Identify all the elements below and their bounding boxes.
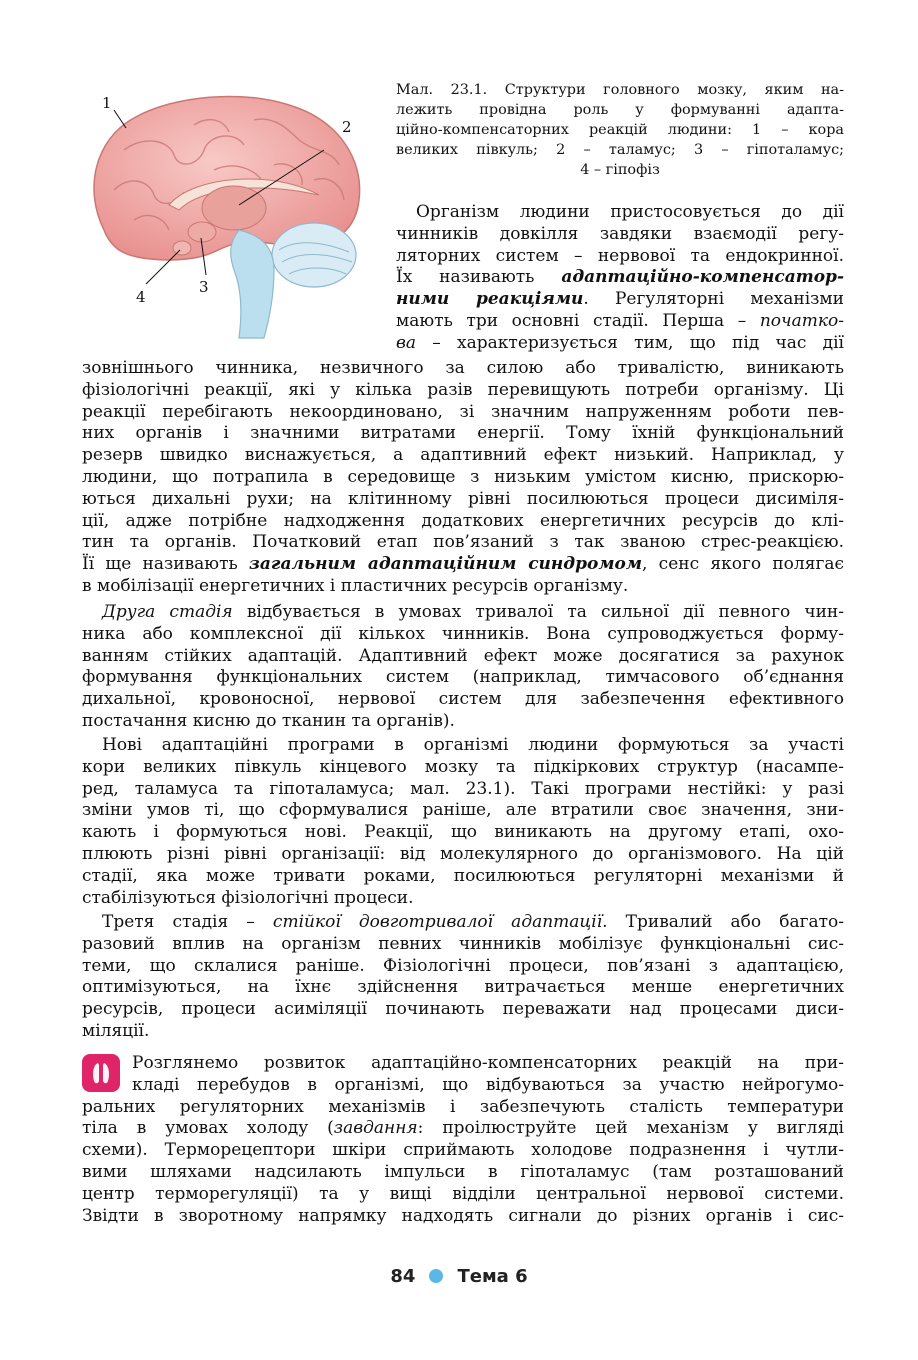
text-line: в мобілізації енергетичних і пластичних ресурсів організму. [82,575,629,596]
text-line: ються дихальні рухи; на клітинному рівні посилюються процеси дисиміля- [82,488,844,509]
footer-dot-icon [429,1269,443,1283]
text-line: чинників довкілля завдяки взаємодії регу- [396,223,844,244]
text-line: тіла в умовах холоду (завдання: проілюструйте цей механізм у вигляді [82,1118,844,1139]
text-line: кають і формуються нові. Реакції, що виникають на другому етапі, охо- [82,822,844,843]
text-line: Її ще називають загальним адаптаційним синдромом, сенс якого полягає [82,554,845,575]
text-line: схеми). Терморецептори шкіри сприймають холодове подразнення і чутли- [82,1140,844,1161]
text-line: зовнішнього чинника, незвичного за силою або тривалістю, виникають [82,358,844,378]
term-italic: завдання [333,1118,418,1139]
text-line: Звідти в зворотному напрямку надходять сигнали до різних органів і сис- [82,1205,844,1226]
term-italic: ва [396,332,417,353]
text-line: Організм людини пристосовується до дії [416,202,844,222]
paragraph-4 [82,912,844,1043]
text-line: стабілізуються фізіологічні процеси. [82,887,414,908]
text-line: дихальної, кровоносної, нервової систем для забезпечення ефективного [82,689,844,710]
text-line: Розглянемо розвиток адаптаційно-компенсаторних реакцій на при- [132,1053,844,1073]
text-line: Їх називають адаптаційно-компенсатор- [396,267,844,288]
text-line: вими шляхами надсилають імпульси в гіпоталамус (там розташований [82,1161,844,1182]
brain-illustration [74,80,386,340]
text-line: міляції. [82,1020,150,1041]
text-line: Третя стадія – стійкої довготривалої адаптації. Тривалий або багато- [102,912,845,932]
text-line: ва – характеризується тим, що під час дії [396,332,844,353]
text-line: тин та органів. Початковий етап пов’язаний з так званою стрес-реакцією. [82,532,844,553]
term-bold-italic: ними реакціями [396,289,584,310]
text-line: кладі перебудов в організмі, що відбуваються за участю нейрогумо- [132,1074,844,1095]
caption-line: ційно-компенсаторних реакцій людини: 1 – кора [396,122,844,138]
text-line: ванням стійких адаптацій. Адаптивний ефект може досягатися за рахунок [82,645,844,666]
brain-figure [74,80,386,340]
page-number: 84 [390,1266,416,1287]
figure-label-2: 2 [342,118,352,136]
figure-label-1: 1 [102,94,112,112]
text-line: ресурсів, процеси асиміляції починають переважати над процесами диси- [82,999,844,1020]
caption-line: Мал. 23.1. Структури головного мозку, яким на- [396,82,844,98]
caption-line: лежить провідна роль у формуванні адапта- [396,102,844,118]
text-line: плюють різні рівні організації: від молекулярного до організмового. На цій [82,843,844,864]
text-line: реакції перебігають некоординовано, зі значним напруженням роботи пев- [82,401,844,422]
text-line: зміни умов ті, що сформувалися раніше, але втратили своє значення, зни- [82,800,844,821]
paragraph-2 [82,602,844,733]
text-line: ред, таламуса та гіпоталамуса; мал. 23.1). Такі програми нестійкі: у разі [82,778,844,799]
text-line: ції, адже потрібне надходження додаткових енергетичних ресурсів до клі- [82,510,844,531]
paragraph-1-wide [82,358,844,598]
caption-line: 4 – гіпофіз [580,162,660,178]
text-line: них органів і значними витратами енергії. Тому їхній функціональний [82,423,844,444]
caption-line: великих півкуль; 2 – таламус; 3 – гіпоталамус; [396,142,844,158]
figure-label-4: 4 [136,288,146,306]
term-italic: стійкої довготривалої адаптації [272,912,603,932]
text-line: людини, що потрапила в середовище з низьким умістом кисню, прискорю- [82,466,844,487]
text-line: кори великих півкуль кінцевого мозку та підкіркових структур (насампе- [82,756,844,777]
text-line: фізіологічні реакції, які у кілька разів перевищують потреби організму. Ці [82,379,844,400]
paragraph-5 [82,1053,844,1227]
figure-label-3: 3 [199,278,209,296]
text-line: ними реакціями. Регуляторні механізми [396,289,844,310]
text-line: ральних регуляторних механізмів і забезпечують сталість температури [82,1096,844,1117]
text-line: разовий вплив на організм певних чинників мобілізує функціональні сис- [82,933,844,954]
text-line: формування функціональних систем (наприклад, тимчасового об’єднання [82,667,844,688]
text-line: теми, що склалися раніше. Фізіологічні процеси, пов’язані з адаптацією, [82,955,844,976]
term-italic: початко- [759,310,844,331]
figure-caption [396,80,844,180]
page-footer [0,1266,918,1287]
paragraph-1-narrow [396,202,844,355]
text-line: ляторних систем – нервової та ендокринної. [396,245,844,266]
text-line: ника або комплексної дії кількох чинників. Вона супроводжується форму- [82,623,844,644]
text-line: резерв швидко виснажується, а адаптивний ефект низький. Наприклад, у [82,445,844,466]
topic-label: Тема 6 [457,1266,528,1287]
paragraph-3 [82,735,844,909]
text-line: мають три основні стадії. Перша – початко- [396,310,844,331]
text-line: центр терморегуляції) та у вищі відділи центральної нервової системи. [82,1183,844,1204]
text-line: Нові адаптаційні програми в організмі людини формуються за участі [102,735,844,755]
term-bold-italic: адаптаційно-компенсатор- [561,267,844,288]
text-line: оптимізуються, на їхнє здійснення витрачається менше енергетичних [82,977,844,998]
text-line: Друга стадія відбувається в умовах тривалої та сильної дії певного чин- [102,602,844,622]
text-line: стадії, яка може тривати роками, посилюються регуляторні механізми й [82,865,844,886]
term-italic: Друга стадія [102,602,233,622]
term-bold-italic: загальним адаптаційним синдромом [249,554,643,575]
text-line: постачання кисню до тканин та органів). [82,710,455,731]
